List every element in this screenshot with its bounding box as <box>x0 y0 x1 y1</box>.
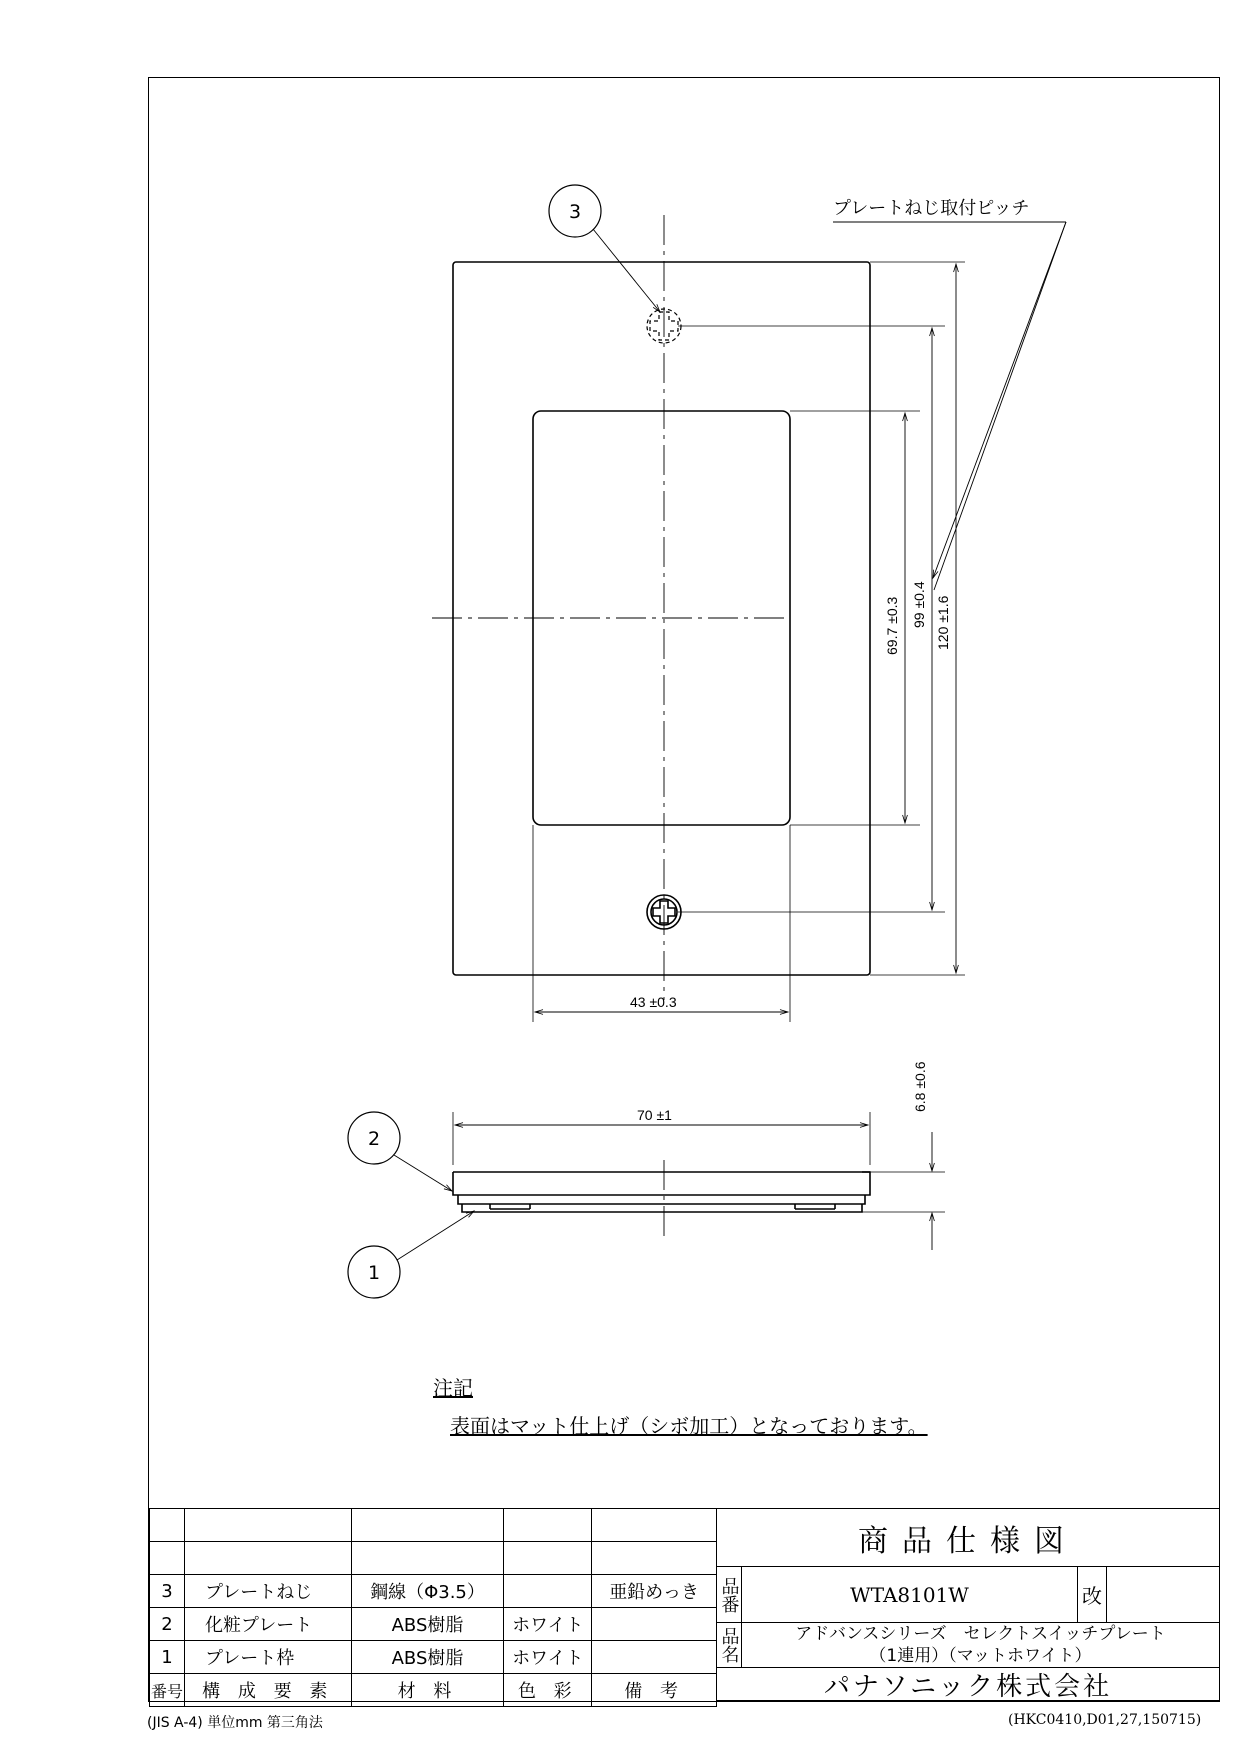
table-row <box>150 1641 717 1674</box>
cell-no: 2 <box>150 1608 185 1641</box>
dim-text-6-8: 6.8 ±0.6 <box>912 1061 928 1112</box>
dim-text-69-7: 69.7 ±0.3 <box>884 596 900 655</box>
dim-text-99: 99 ±0.4 <box>911 581 927 628</box>
product-name-line1: アドバンスシリーズ セレクトスイッチプレート <box>795 1624 1166 1644</box>
side-view <box>453 1172 870 1212</box>
cell-name: 化粧プレート <box>184 1608 351 1641</box>
balloon-3-label: 3 <box>569 201 582 223</box>
cell-remarks <box>592 1641 717 1674</box>
table-header-row <box>150 1674 717 1707</box>
cell-no: 3 <box>150 1575 185 1608</box>
part-no-label: 品番 <box>716 1566 742 1623</box>
header-material: 材 料 <box>351 1674 504 1707</box>
cell-name: プレートねじ <box>184 1575 351 1608</box>
cell-name: プレート枠 <box>184 1641 351 1674</box>
header-name: 構 成 要 素 <box>184 1674 351 1707</box>
dim-text-43: 43 ±0.3 <box>630 994 677 1010</box>
cell-color: ホワイト <box>504 1608 592 1641</box>
notes-body: 表面はマット仕上げ（シボ加工）となっております。 <box>450 1414 928 1438</box>
cell-color: ホワイト <box>504 1641 592 1674</box>
callout-label: プレートねじ取付ピッチ <box>833 198 1030 219</box>
notes-title: 注記 <box>433 1376 473 1400</box>
table-row <box>150 1608 717 1641</box>
cell-material: 鋼線（Φ3.5） <box>351 1575 504 1608</box>
parts-table <box>149 1508 717 1707</box>
header-color: 色 彩 <box>504 1674 592 1707</box>
part-no: WTA8101W <box>741 1566 1078 1623</box>
cell-no: 1 <box>150 1641 185 1674</box>
header-no: 番号 <box>150 1674 185 1707</box>
plate-outline <box>453 262 870 975</box>
table-row <box>150 1542 717 1575</box>
header-remarks: 備 考 <box>592 1674 717 1707</box>
cell-color <box>504 1575 592 1608</box>
dim-text-120: 120 ±1.6 <box>935 595 951 650</box>
cell-remarks: 亜鉛めっき <box>592 1575 717 1608</box>
footer-left: (JIS A-4) 単位mm 第三角法 <box>147 1715 323 1731</box>
revision-label: 改 <box>1077 1566 1107 1623</box>
product-name-label: 品名 <box>716 1622 742 1668</box>
cell-material: ABS樹脂 <box>351 1608 504 1641</box>
revision-value <box>1106 1566 1220 1623</box>
cell-material: ABS樹脂 <box>351 1641 504 1674</box>
cell-remarks <box>592 1608 717 1641</box>
footer-right: (HKC0410,D01,27,150715) <box>1008 1712 1202 1728</box>
table-row <box>150 1509 717 1542</box>
table-row <box>150 1575 717 1608</box>
product-name-line2: （1連用）（マットホワイト） <box>869 1646 1092 1666</box>
drawing-title: 商品仕様図 <box>716 1508 1220 1567</box>
company-name: パナソニック株式会社 <box>716 1667 1220 1701</box>
title-block <box>716 1508 1220 1701</box>
product-name <box>741 1622 1220 1668</box>
balloon-2-label: 2 <box>368 1128 381 1150</box>
balloon-1-label: 1 <box>368 1262 381 1284</box>
dim-text-70: 70 ±1 <box>637 1107 672 1123</box>
